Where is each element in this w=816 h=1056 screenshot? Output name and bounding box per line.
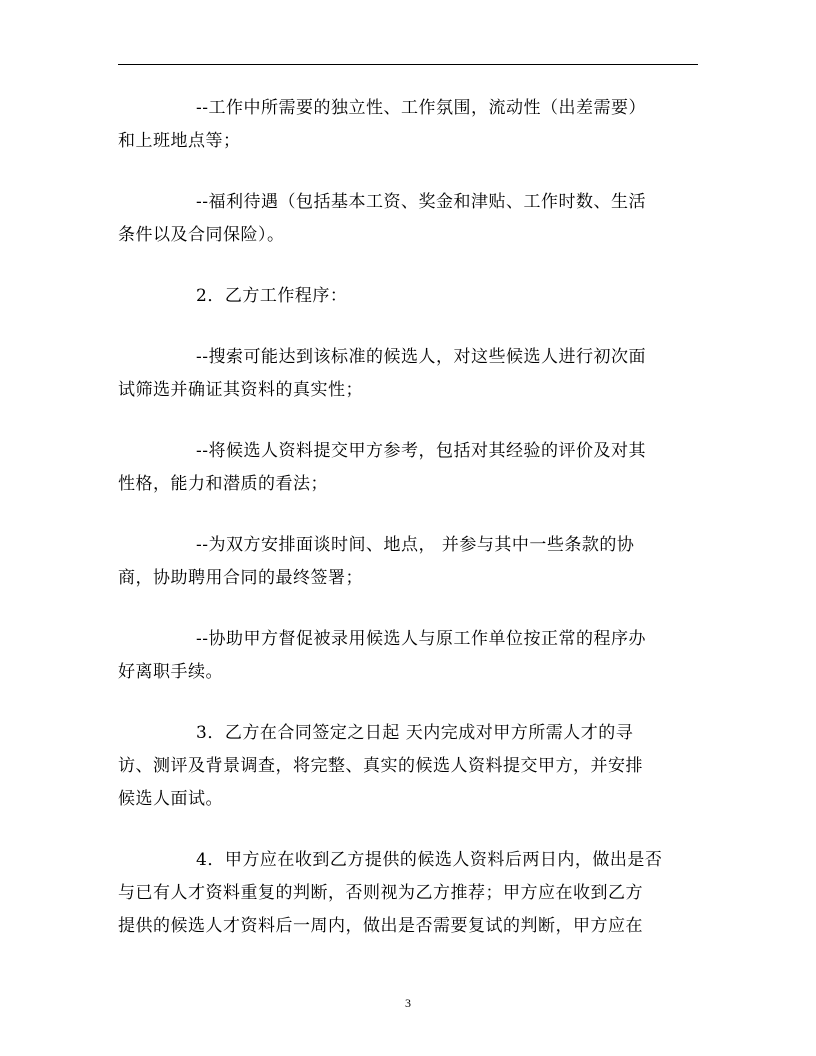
paragraph-line: 试筛选并确证其资料的真实性； xyxy=(118,380,363,400)
paragraph-line: --福利待遇（包括基本工资、奖金和津贴、工作时数、生活 xyxy=(196,192,646,212)
paragraph-line: --为双方安排面谈时间、地点， 并参与其中一些条款的协 xyxy=(196,535,635,555)
paragraph-line: 条件以及合同保险）。 xyxy=(118,225,285,245)
paragraph-line: --搜索可能达到该标准的候选人，对这些候选人进行初次面 xyxy=(196,347,646,367)
paragraph-resignation xyxy=(118,623,698,689)
paragraph-clause-3 xyxy=(118,717,698,816)
page-number: 3 xyxy=(405,996,411,1010)
paragraph-line: 4．甲方应在收到乙方提供的候选人资料后两日内，做出是否 xyxy=(196,850,663,870)
paragraph-line: 商，协助聘用合同的最终签署； xyxy=(118,568,363,588)
paragraph-line: --将候选人资料提交甲方参考，包括对其经验的评价及对其 xyxy=(196,441,646,461)
paragraph-benefits xyxy=(118,186,698,252)
section-heading-procedure xyxy=(118,280,698,313)
paragraph-line: --工作中所需要的独立性、工作氛围，流动性（出差需要） xyxy=(196,98,646,118)
paragraph-line: 性格，能力和潜质的看法； xyxy=(118,474,328,494)
paragraph-line: 3．乙方在合同签定之日起 天内完成对甲方所需人才的寻 xyxy=(196,723,634,743)
paragraph-line: 提供的候选人才资料后一周内，做出是否需要复试的判断，甲方应在 xyxy=(118,916,643,936)
document-body xyxy=(118,92,698,971)
paragraph-line: 访、测评及背景调查，将完整、真实的候选人资料提交甲方，并安排 xyxy=(118,756,643,776)
paragraph-line: 与已有人才资料重复的判断，否则视为乙方推荐；甲方应在收到乙方 xyxy=(118,883,643,903)
paragraph-line: 2．乙方工作程序： xyxy=(196,286,348,306)
paragraph-clause-4 xyxy=(118,844,698,943)
paragraph-line: 和上班地点等； xyxy=(118,131,241,151)
paragraph-submit-materials xyxy=(118,435,698,501)
header-rule xyxy=(118,64,698,65)
paragraph-line: --协助甲方督促被录用候选人与原工作单位按正常的程序办 xyxy=(196,629,646,649)
paragraph-line: 好离职手续。 xyxy=(118,662,223,682)
paragraph-line: 候选人面试。 xyxy=(118,789,223,809)
paragraph-arrange-interview xyxy=(118,529,698,595)
paragraph-search-candidates xyxy=(118,341,698,407)
paragraph-work-environment xyxy=(118,92,698,158)
